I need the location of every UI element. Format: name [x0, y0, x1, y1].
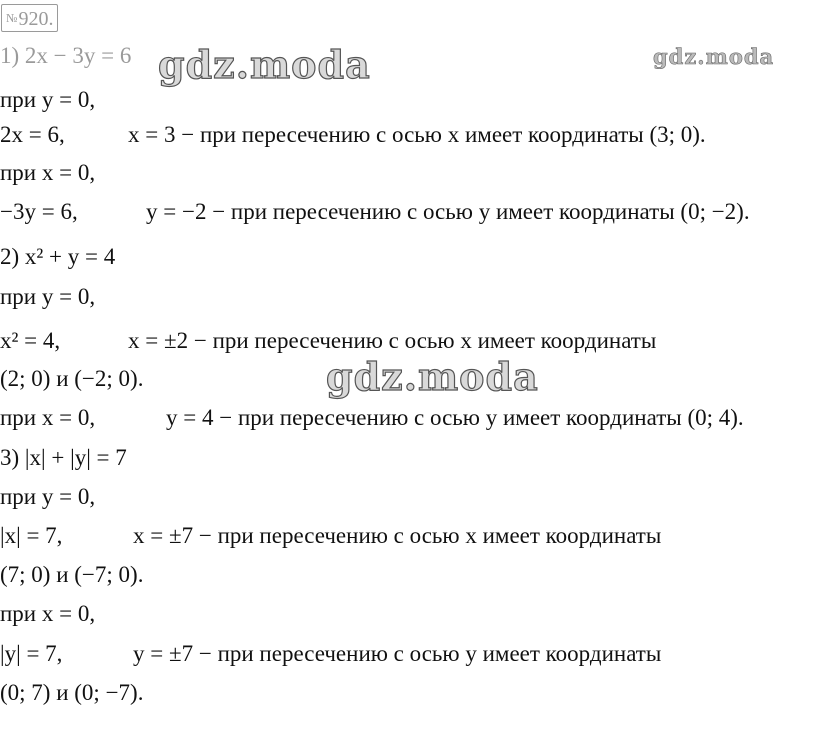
number-sign: № [6, 11, 18, 25]
solution-row-3-right: x = ±2 − при пересечению с осью x имеет координаты [128, 328, 657, 353]
watermark-corner: gdz.moda [653, 44, 775, 69]
solution-row-4-left: при x = 0, [0, 405, 96, 430]
condition-x-zero-3: при x = 0, [0, 601, 96, 626]
task-number: 920. [18, 8, 54, 30]
points-row-2: (7; 0) и (−7; 0). [0, 562, 144, 587]
solution-row-6-left: |y| = 7, [0, 641, 63, 666]
condition-y-zero-1: при y = 0, [0, 87, 96, 112]
points-row-1: (2; 0) и (−2; 0). [0, 366, 144, 391]
equation-3: 3) |x| + |y| = 7 [0, 445, 127, 470]
solution-row-2 [0, 198, 750, 226]
solution-row-6-right: y = ±7 − при пересечению с осью y имеет координаты [133, 641, 662, 666]
solution-row-2-left: −3y = 6, [0, 199, 78, 224]
solution-row-5-right: x = ±7 − при пересечению с осью x имеет координаты [133, 523, 662, 548]
points-row-3: (0; 7) и (0; −7). [0, 680, 144, 705]
solution-row-1-right: x = 3 − при пересечению с осью x имеет координаты (3; 0). [128, 122, 706, 147]
solution-row-4-right: y = 4 − при пересечению с осью y имеет координаты (0; 4). [166, 405, 744, 430]
task-number-badge [1, 4, 58, 32]
solution-row-1-left: 2x = 6, [0, 122, 65, 147]
condition-x-zero-1: при x = 0, [0, 160, 96, 185]
solution-row-4 [0, 404, 744, 432]
solution-row-6 [0, 640, 662, 668]
equation-1: 1) 2x − 3y = 6 [0, 43, 132, 68]
watermark-middle: gdz.moda [326, 354, 539, 399]
condition-y-zero-3: при y = 0, [0, 484, 96, 509]
watermark-main: gdz.moda [158, 42, 371, 87]
solution-row-3-left: x² = 4, [0, 328, 61, 353]
solution-row-1 [0, 121, 706, 149]
solution-row-2-right: y = −2 − при пересечению с осью y имеет координаты (0; −2). [146, 199, 750, 224]
condition-y-zero-2: при y = 0, [0, 284, 96, 309]
solution-row-3 [0, 327, 657, 355]
equation-2: 2) x² + y = 4 [0, 244, 116, 269]
solution-row-5 [0, 522, 662, 550]
solution-row-5-left: |x| = 7, [0, 523, 63, 548]
